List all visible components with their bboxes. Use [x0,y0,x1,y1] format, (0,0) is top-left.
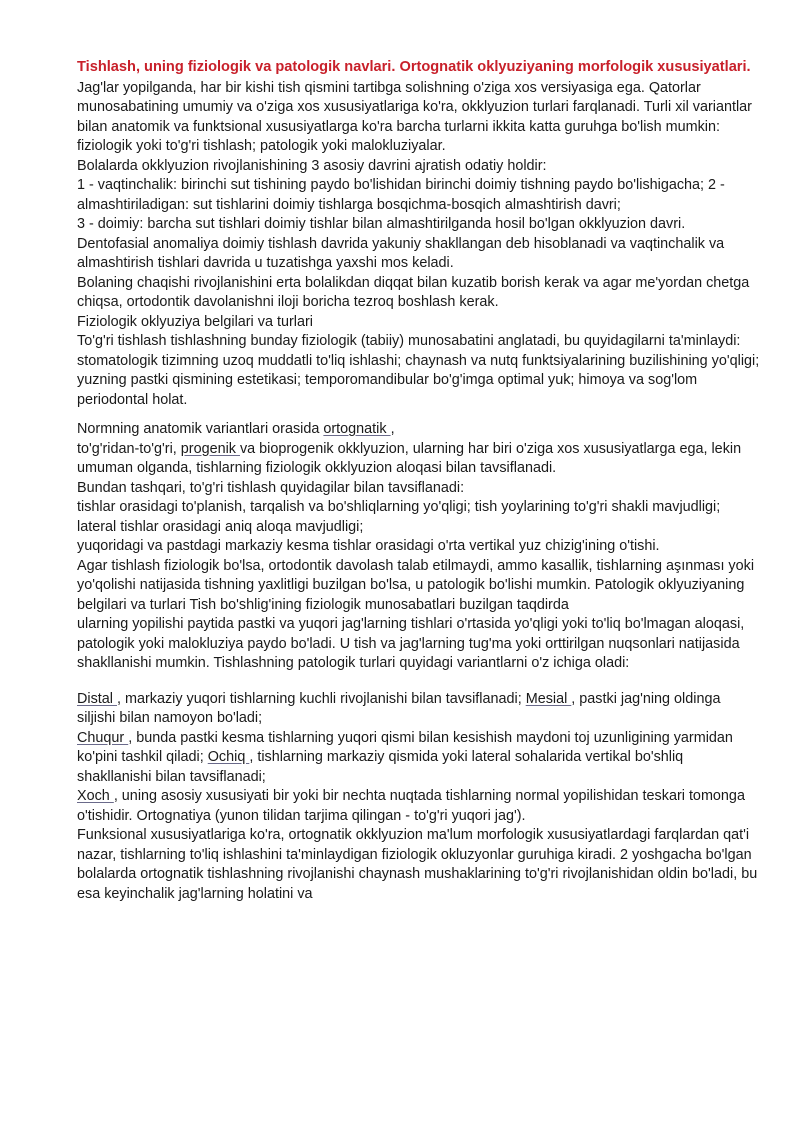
paragraph-features-intro: Bundan tashqari, to'g'ri tishlash quyidagilar bilan tavsiflanadi: [77,479,465,496]
link-mesial[interactable]: Mesial [525,690,572,707]
link-xoch[interactable]: Xoch [77,788,114,804]
text-segment: va bioprogenik okklyuzion, ularning har biri o'ziga xos xususiyatlarga ega, lekin umuman olganda, tishlarning fiziologik okklyuzion aloqasi bilan tavsiflanadi. [77,440,742,476]
paragraph-period-3: 3 - doimiy: barcha sut tishlari doimiy tishlar bilan almashtirilganda hosil bo'lgan okklyuzion davri. [77,216,686,232]
paragraph-benefits: stomatologik tizimning uzoq muddatli to'liq ishlashi; chaynash va nutq funktsiyalarining buzilishining yo'qligi; yuzning pastki qismining estetikasi; temporomandibular bo'g'imga optimal yuk; himoya va sog'lom periodontal holat. [77,352,760,408]
paragraph-types: fiziologik yoki to'g'ri tishlash; patologik yoki malokluziyalar. [77,138,446,154]
paragraph-monitoring: Bolaning chaqishi rivojlanishini erta bolalikdan diqqat bilan kuzatib borish kerak va agar me'yordan chetga chiqsa, ortodontik davolanishni iloji boricha tezroq boshlash kerak. [77,274,750,310]
link-ochiq[interactable]: Ochiq [207,749,250,765]
link-chuqur[interactable]: Chuqur [77,729,129,746]
link-ortognatik[interactable]: ortognatik [323,421,391,437]
text-segment: , bunda pastki kesma tishlarning yuqori qismi bilan kesishish maydoni toj uzunligining yarmidan ko'pini tashkil qiladi; [77,729,733,765]
paragraph-periods-intro: Bolalarda okklyuzion rivojlanishining 3 asosiy davrini ajratish odatiy holdir: [77,157,547,174]
subheading-physiological: Fiziologik oklyuziya belgilari va turlari [77,313,313,330]
paragraph-intro: Jag'lar yopilganda, har bir kishi tish qismini tartibga solishning o'ziga xos versiyasiga ega. Qatorlar munosabatining umumiy va o'ziga xos xususiyatlariga ko'ra, okklyuzion turlari farqlanadi. Turli xil variantlar bilan anatomik va funktsional xususiyatlarga ko'ra barcha turlarni ikkita katta guruhga bo'lish mumkin: [77,79,752,135]
text-segment: , markaziy yuqori tishlarning kuchli rivojlanishi bilan tavsiflanadi; [116,690,526,707]
text-segment: to'g'ridan-to'g'ri, [77,440,181,457]
paragraph-cross [77,787,760,826]
paragraph-norm-variants [77,420,760,440]
link-progenik[interactable]: progenik [180,440,240,457]
document-heading: Tishlash, uning fiziologik va patologik navlari. Ortognatik oklyuziyaning morfologik xususiyatlari. [77,59,751,75]
paragraph-features: tishlar orasidagi to'planish, tarqalish va bo'shliqlarning yo'qligi; tish yoylarining to'g'ri shakli mavjudligi; lateral tishlar orasidagi aniq aloqa mavjudligi; [77,499,721,535]
paragraph-variants-list [77,440,760,479]
paragraph-midline: yuqoridagi va pastdagi markaziy kesma tishlar orasidagi o'rta vertikal yuz chizig'ining o'tishi. [77,538,660,554]
paragraph-distal-mesial [77,690,760,729]
paragraph-periods-1-2: 1 - vaqtinchalik: birinchi sut tishining paydo bo'lishidan birinchi doimiy tishning paydo bo'lishigacha; 2 - almashtiriladigan: sut tishlarini doimiy tishlarga bosqichma-bosqich almashtirish davri; [77,177,725,213]
paragraph-correct-bite: To'g'ri tishlash tishlashning bunday fiziologik (tabiiy) munosabatini anglatadi, bu quyidagilarni ta'minlaydi: [77,333,741,349]
paragraph-deep-open [77,729,760,788]
paragraph-functional: Funksional xususiyatlariga ko'ra, ortognatik okklyuzion ma'lum morfologik xususiyatlardagi farqlardan qat'i nazar, tishlarning to'liq ishlashini ta'minlaydigan fiziologik okluzyonlar guruhiga kiradi. 2 yoshgacha bo'lgan bolalarda ortognatik tishlashning rivojlanishi chaynash mushaklarining to'g'ri rivojlanishidan oldin bo'ladi, bu esa keyinchalik jag'larning holatini va [77,827,758,902]
text-segment: , tishlarning markaziy qismida yoki lateral sohalarida vertikal bo'shliq shakllanishi bilan tavsiflanadi; [77,749,684,785]
link-distal[interactable]: Distal [77,690,117,707]
text-segment: , uning asosiy xususiyati bir yoki bir nechta nuqtada tishlarning normal yopilishidan teskari tomonga o'tishidir. Ortognatiya (yunon tilidan tarjima qilingan - to'g'ri yuqori jag'). [77,788,745,824]
paragraph-pathology: Agar tishlash fiziologik bo'lsa, ortodontik davolash talab etilmaydi, ammo kasallik, tishlarning aşınması yoki yo'qolishi natijasida tishning yaxlitligi buzilgan bo'lsa, u patologik bo'lishi mumkin. Patologik oklyuziyaning belgilari va turlari Tish bo'shlig'ining fiziologik munosabatlari buzilgan taqdirda [77,557,755,613]
text-segment: Normning anatomik variantlari orasida [77,421,324,437]
text-segment: , [390,421,395,437]
text-segment: , pastki jag'ning oldinga siljishi bilan namoyon bo'ladi; [77,690,721,726]
paragraph-malocclusion: ularning yopilishi paytida pastki va yuqori jag'larning tishlari o'rtasida yo'qligi yoki to'liq bo'lmagan aloqasi, patologik yoki malokluziya paydo bo'ladi. U tish va jag'larning tug'ma yoki orttirilgan nuqsonlari natijasida shakllanishi mumkin. Tishlashning patologik turlari quyidagi variantlarni o'z ichiga oladi: [77,616,745,671]
paragraph-anomaly: Dentofasial anomaliya doimiy tishlash davrida yakuniy shakllangan deb hisoblanadi va vaqtinchalik va almashtirish tishlari davrida u tuzatishga yaxshi mos keladi. [77,235,725,271]
